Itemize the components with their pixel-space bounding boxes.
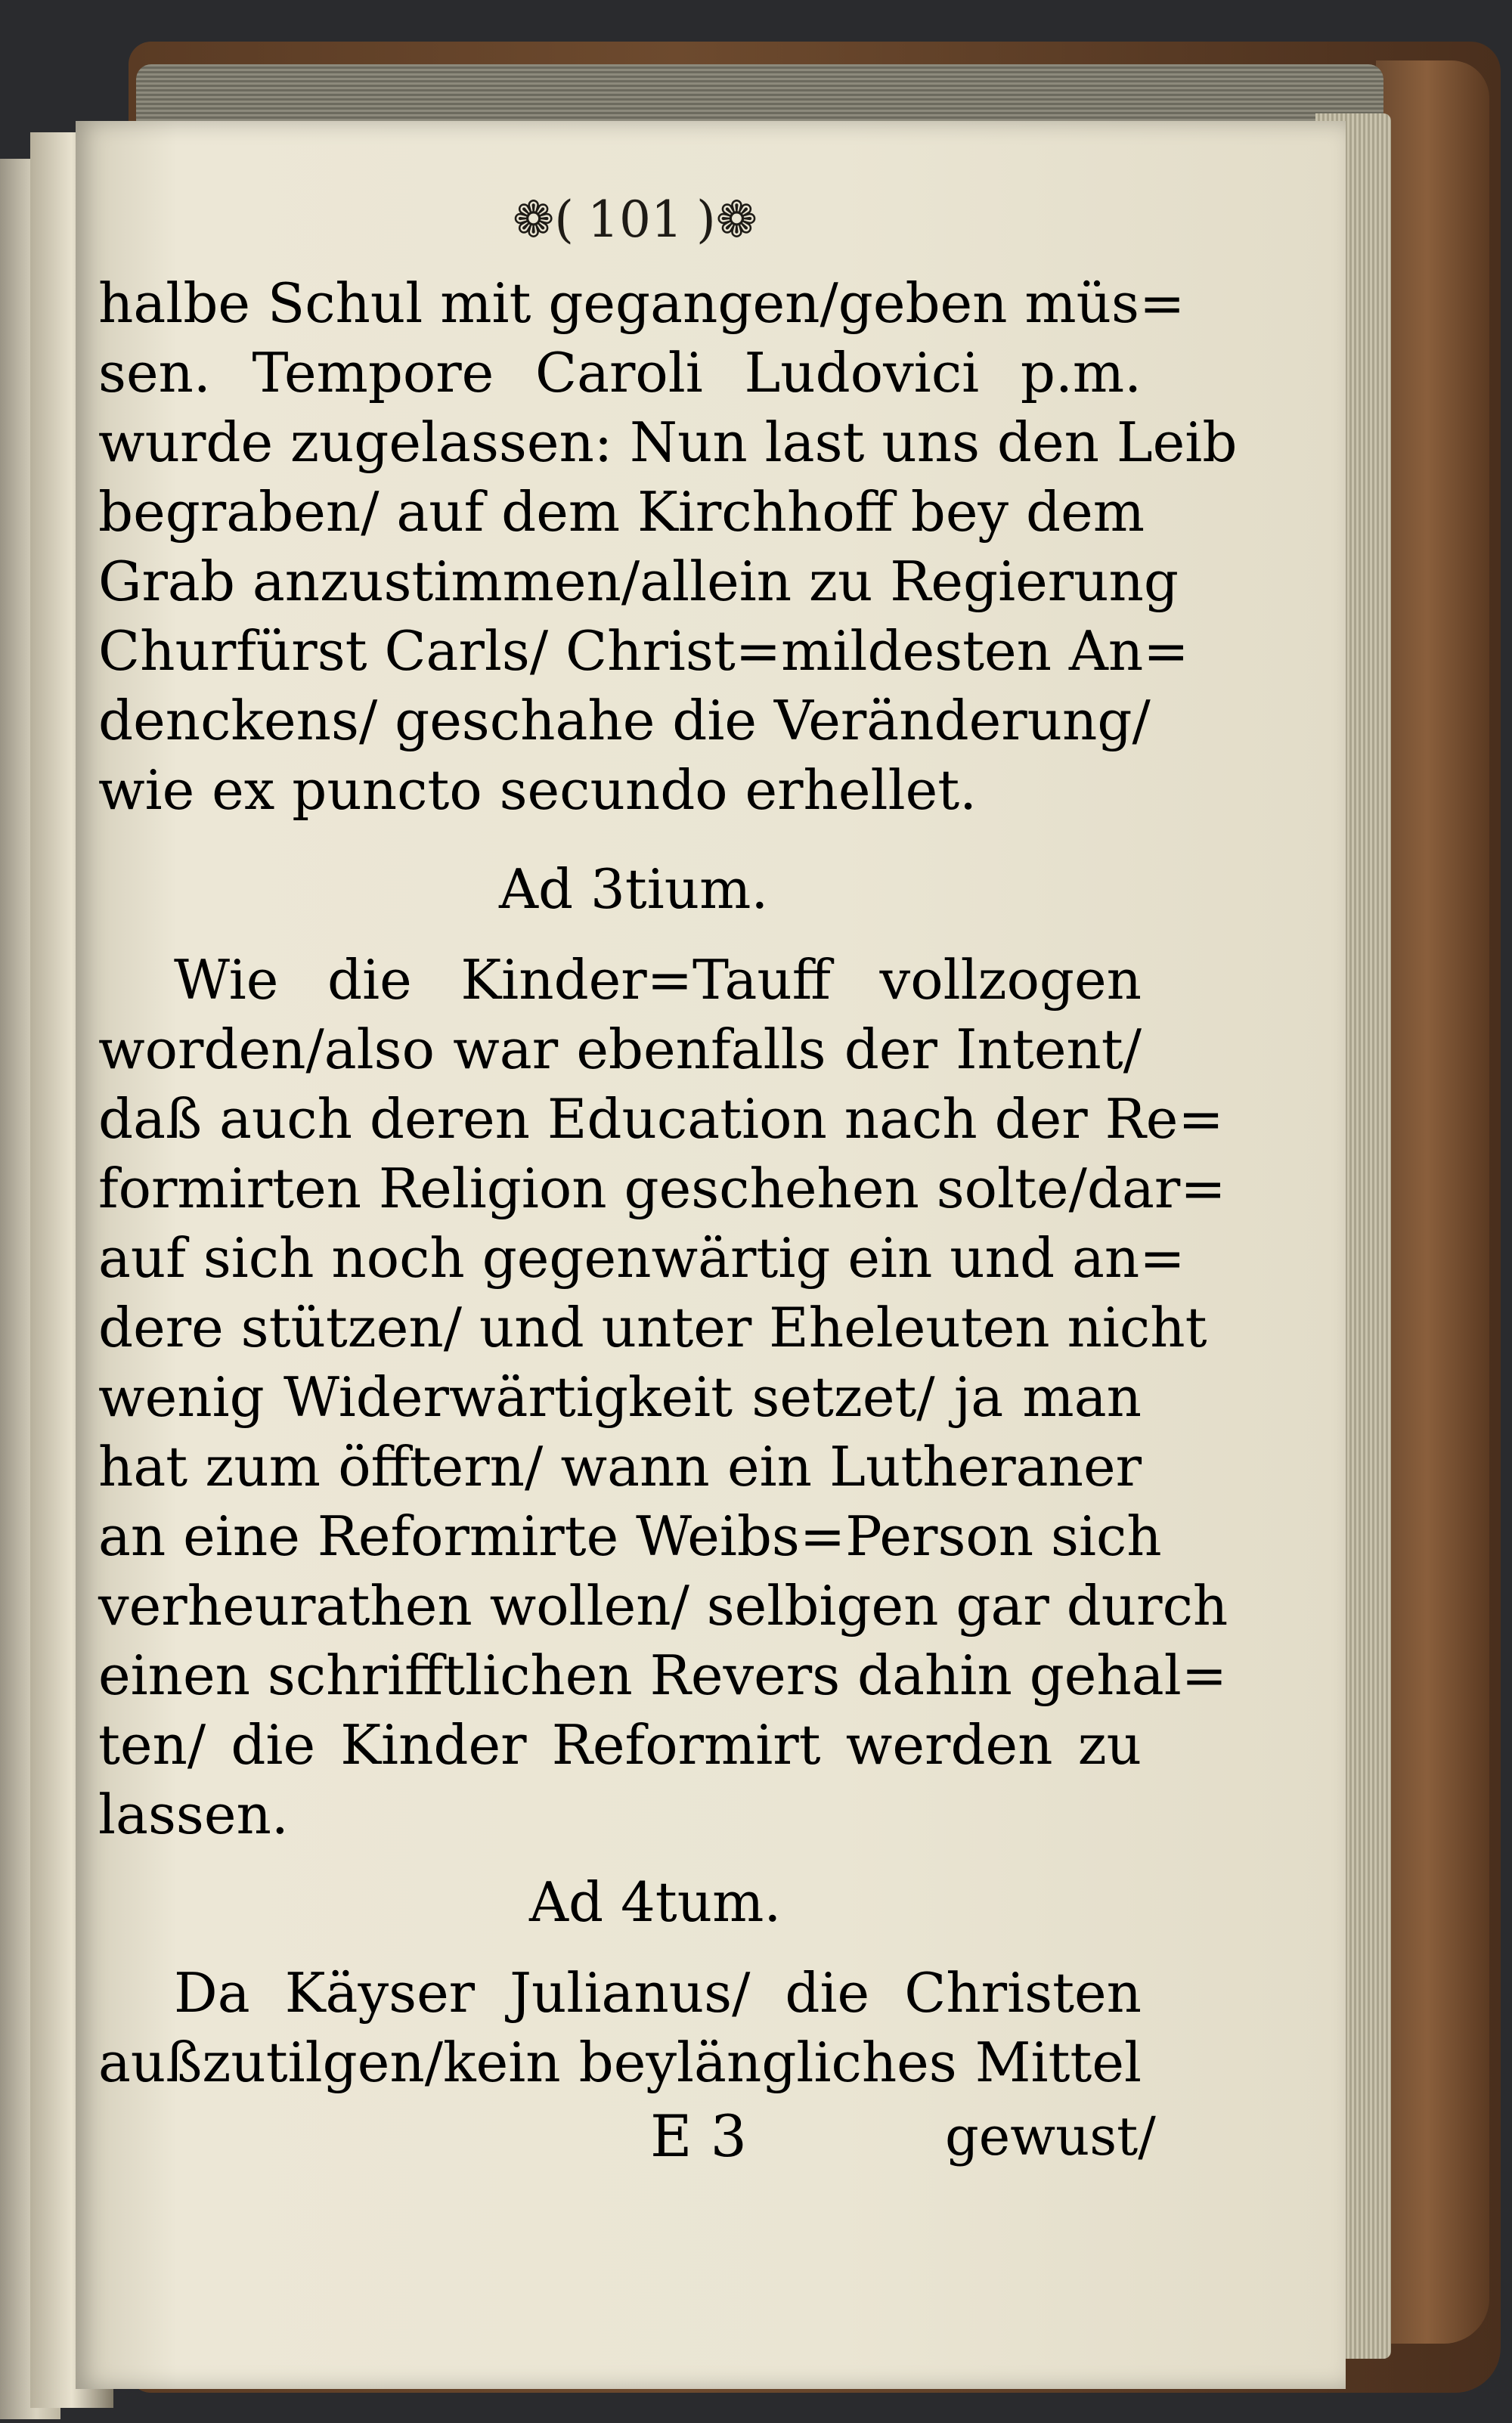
page-top-edge: [136, 64, 1383, 121]
text-line: Grab anzustimmen/allein zu Regierung: [98, 550, 1179, 613]
text-line: formirten Religion geschehen solte/dar=: [98, 1157, 1226, 1220]
text-line: halbe Schul mit gegangen/geben müs=: [98, 271, 1185, 335]
text-line: ten/ die Kinder Reformirt werden zu: [98, 1713, 1142, 1777]
text-line: wie ex puncto secundo erhellet.: [98, 758, 978, 822]
text-line: hat zum öfftern/ wann ein Lutheraner: [98, 1435, 1142, 1498]
text-line: einen schrifftlichen Revers dahin gehal=: [98, 1644, 1228, 1707]
header-ornament-left: ❁(: [512, 190, 574, 249]
page-number: 101: [587, 190, 683, 249]
header-ornament-right: )❁: [696, 190, 758, 249]
section-heading: Ad 4tum.: [529, 1870, 782, 1934]
text-line: auf sich noch gegenwärtig ein und an=: [98, 1226, 1185, 1290]
text-line: daß auch deren Education nach der Re=: [98, 1087, 1224, 1151]
text-line: Churfürst Carls/ Christ=mildesten An=: [98, 619, 1189, 683]
text-line: an eine Reformirte Weibs=Person sich: [98, 1504, 1162, 1568]
page-header: [423, 181, 847, 257]
text-line: verheurathen wollen/ selbigen gar durch: [98, 1574, 1228, 1638]
text-line: lassen.: [98, 1783, 289, 1846]
section-heading: Ad 3tium.: [499, 857, 769, 921]
signature-mark: E 3: [650, 2102, 747, 2170]
book-spine: [1376, 60, 1489, 2344]
text-line: wenig Widerwärtigkeit setzet/ ja man: [98, 1365, 1142, 1429]
text-line: Da Käyser Julianus/ die Christen: [174, 1961, 1142, 2025]
text-line: außzutilgen/kein beylängliches Mittel: [98, 2031, 1142, 2094]
text-line: dere stützen/ und unter Eheleuten nicht: [98, 1296, 1207, 1359]
text-line: begraben/ auf dem Kirchhoff bey dem: [98, 480, 1145, 544]
text-line: denckens/ geschahe die Veränderung/: [98, 689, 1151, 752]
text-line: worden/also war ebenfalls der Intent/: [98, 1018, 1142, 1081]
text-line: wurde zugelassen: Nun last uns den Leib: [98, 411, 1238, 474]
text-line: Wie die Kinder=Tauff vollzogen: [174, 948, 1142, 1012]
text-line: sen. Tempore Caroli Ludovici p.m.: [98, 341, 1142, 404]
catchword: gewust/: [945, 2105, 1156, 2167]
